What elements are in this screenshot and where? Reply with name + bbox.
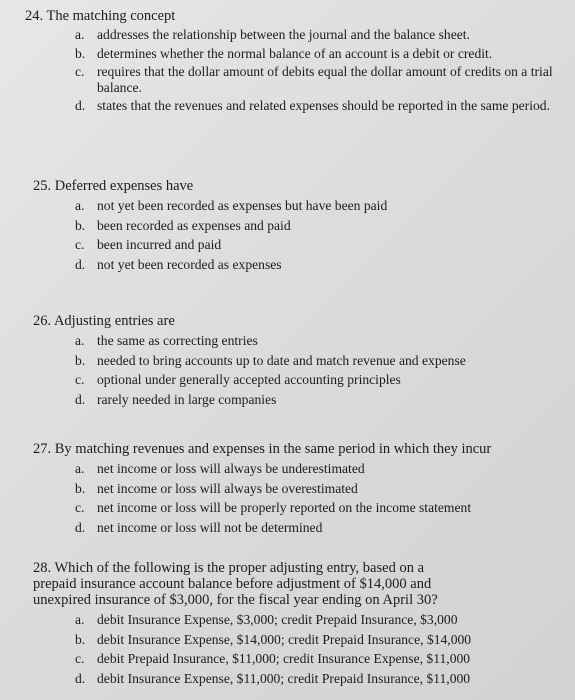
option-b <box>75 353 535 369</box>
option-a <box>75 612 545 628</box>
option-letter: a. <box>75 198 85 213</box>
option-letter: c. <box>75 372 85 387</box>
option-d <box>75 98 565 114</box>
option-letter: d. <box>75 670 86 686</box>
option-text: determines whether the normal balance of an account is a debit or credit. <box>97 45 493 61</box>
option-text: requires that the dollar amount of debits equal the dollar amount of credits on a trial balance. <box>97 64 553 95</box>
option-a <box>75 27 565 43</box>
option-text: not yet been recorded as expenses but have been paid <box>97 198 388 213</box>
option-text: net income or loss will not be determined <box>97 519 323 535</box>
option-d <box>75 671 545 687</box>
option-c <box>75 500 535 516</box>
option-text: net income or loss will be properly reported on the income statement <box>97 500 472 515</box>
option-letter: c. <box>75 64 85 79</box>
option-c <box>75 372 535 388</box>
question-28 <box>0 560 575 690</box>
question-stem: 24. The matching concept <box>25 8 176 24</box>
option-letter: b. <box>75 45 86 61</box>
option-c <box>75 651 545 667</box>
option-letter: a. <box>75 333 85 348</box>
option-text: net income or loss will always be overestimated <box>97 480 358 496</box>
option-text: been recorded as expenses and paid <box>97 217 291 233</box>
option-letter: c. <box>75 500 85 515</box>
option-b <box>75 632 545 648</box>
question-stem: 27. By matching revenues and expenses in the same period in which they incur <box>33 441 492 457</box>
option-letter: d. <box>75 98 86 113</box>
option-list <box>75 27 565 114</box>
option-a <box>75 461 535 477</box>
option-letter: c. <box>75 237 85 252</box>
option-letter: b. <box>75 480 86 496</box>
question-24 <box>0 8 575 117</box>
option-d <box>75 257 535 273</box>
option-text: debit Insurance Expense, $3,000; credit Prepaid Insurance, $3,000 <box>97 612 458 627</box>
option-text: optional under generally accepted accounting principles <box>97 372 401 387</box>
option-a <box>75 333 535 349</box>
option-text: debit Prepaid Insurance, $11,000; credit Insurance Expense, $11,000 <box>97 651 471 666</box>
question-26 <box>0 313 575 411</box>
option-c <box>75 237 535 253</box>
option-list <box>75 461 535 535</box>
option-text: addresses the relationship between the journal and the balance sheet. <box>97 27 470 42</box>
option-letter: b. <box>75 217 86 233</box>
option-text: needed to bring accounts up to date and match revenue and expense <box>97 352 466 368</box>
question-stem: 26. Adjusting entries are <box>33 313 175 329</box>
question-27 <box>0 441 575 539</box>
option-letter: d. <box>75 256 86 272</box>
option-list <box>75 612 545 686</box>
question-stem: 28. Which of the following is the proper adjusting entry, based on a prepaid insurance account balance before adjustment of $14,000 and unexpired insurance of $3,000, for the fiscal year ending on April 30? <box>33 560 438 608</box>
option-d <box>75 392 535 408</box>
option-text: debit Insurance Expense, $14,000; credit Prepaid Insurance, $14,000 <box>97 631 472 647</box>
option-text: states that the revenues and related expenses should be reported in the same period. <box>97 98 550 113</box>
option-letter: d. <box>75 519 86 535</box>
option-letter: a. <box>75 612 85 627</box>
option-text: the same as correcting entries <box>97 333 258 348</box>
option-letter: b. <box>75 631 86 647</box>
option-list <box>75 198 535 272</box>
option-c <box>75 64 565 95</box>
option-a <box>75 198 535 214</box>
option-b <box>75 481 535 497</box>
option-letter: a. <box>75 461 85 476</box>
option-text: not yet been recorded as expenses <box>97 256 282 272</box>
option-text: net income or loss will always be underestimated <box>97 461 365 476</box>
question-stem: 25. Deferred expenses have <box>33 178 194 194</box>
question-25 <box>0 178 575 276</box>
option-text: rarely needed in large companies <box>97 391 277 407</box>
option-b <box>75 218 535 234</box>
option-d <box>75 520 535 536</box>
option-letter: a. <box>75 27 85 42</box>
option-text: debit Insurance Expense, $11,000; credit Prepaid Insurance, $11,000 <box>97 670 471 686</box>
option-text: been incurred and paid <box>97 237 222 252</box>
option-letter: d. <box>75 391 86 407</box>
option-letter: c. <box>75 651 85 666</box>
option-letter: b. <box>75 352 86 368</box>
option-list <box>75 333 535 407</box>
option-b <box>75 46 565 62</box>
